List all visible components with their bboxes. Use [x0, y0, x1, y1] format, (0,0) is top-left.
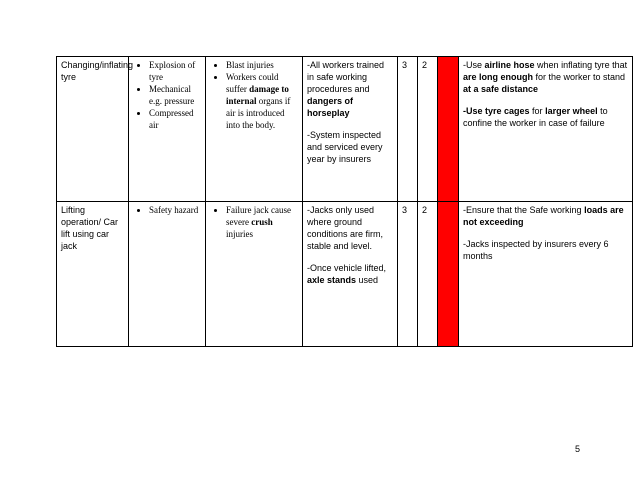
risk-value: 6 [442, 60, 448, 70]
control-emphasis: dangers of horseplay [307, 96, 354, 118]
action-emphasis: loads are not exceeding [463, 205, 624, 227]
control-paragraph: -System inspected and serviced every year by insurers [307, 130, 383, 164]
table-row [57, 202, 633, 347]
severity-cell [418, 202, 438, 347]
control-paragraph: -Jacks only used where ground conditions are firm, stable and level. [307, 205, 384, 251]
likelihood-value: 3 [402, 205, 408, 215]
activity-text: Changing/inflating tyre [61, 60, 134, 82]
harm-list [210, 59, 298, 131]
list-item: • Safety hazard [149, 204, 201, 216]
action-paragraph [463, 105, 628, 129]
action-text: to confine the worker in case of failure [463, 106, 608, 128]
activity-cell [57, 202, 129, 347]
harm-text: Failure jack cause severe [226, 205, 291, 227]
hazard-list [133, 204, 201, 216]
list-item [226, 71, 298, 131]
list-item [226, 59, 298, 71]
control-paragraph [307, 59, 393, 119]
activity-text: Lifting operation/ Car lift using car jack [61, 205, 119, 251]
severity-value: 2 [422, 60, 428, 70]
hazards-cell [129, 202, 206, 347]
hazards-cell [129, 57, 206, 202]
action-text: -Use [463, 60, 485, 70]
harm-text: Workers could suffer [226, 72, 279, 94]
action-paragraph: -Jacks inspected by insurers every 6 months [463, 239, 609, 261]
controls-cell [303, 202, 398, 347]
action-emphasis: -Use tyre cages [463, 106, 530, 116]
actions-cell [459, 57, 633, 202]
harm-emphasis: damage to internal [226, 84, 289, 106]
action-text: for [529, 106, 546, 116]
table-row [57, 57, 633, 202]
harm-text: injuries [226, 229, 253, 239]
harm-text: Blast injuries [226, 60, 274, 70]
activity-cell [57, 57, 134, 202]
harm-emphasis: crush [251, 217, 273, 227]
control-emphasis: axle stands [307, 275, 357, 285]
risk-assessment-table [56, 56, 633, 347]
control-text: -All workers trained in safe working procedures and [307, 60, 385, 94]
risk-rating-cell [438, 202, 459, 347]
action-emphasis: are long enough [463, 72, 534, 82]
risk-value: 6 [442, 205, 448, 215]
control-text: used [356, 275, 379, 285]
harm-text: organs if air is introduced into the body. [226, 96, 291, 130]
severity-cell [418, 57, 438, 202]
harm-list [210, 204, 298, 240]
action-text: when inflating tyre that [534, 60, 628, 70]
action-text: for the worker to stand [533, 72, 626, 82]
severity-value: 2 [422, 205, 428, 215]
action-emphasis: at a safe distance [463, 84, 539, 94]
harm-cell [206, 202, 303, 347]
actions-cell [459, 202, 633, 347]
controls-cell [303, 57, 398, 202]
action-paragraph [463, 204, 628, 228]
risk-rating-cell [438, 57, 459, 202]
harm-cell [206, 57, 303, 202]
list-item: • Explosion of tyre [149, 59, 201, 83]
list-item: • Compressed air [149, 107, 201, 131]
action-emphasis: larger wheel [545, 106, 598, 116]
hazard-list [133, 59, 201, 131]
page-number: 5 [575, 444, 581, 454]
list-item [226, 204, 298, 240]
likelihood-value: 3 [402, 60, 408, 70]
likelihood-cell [398, 202, 418, 347]
control-text: -Once vehicle lifted, [307, 263, 387, 273]
action-emphasis: airline hose [484, 60, 535, 70]
likelihood-cell [398, 57, 418, 202]
action-paragraph [463, 59, 628, 95]
control-paragraph [307, 262, 393, 286]
list-item: • Mechanical e.g. pressure [149, 83, 201, 107]
action-text: -Ensure that the Safe working [463, 205, 585, 215]
